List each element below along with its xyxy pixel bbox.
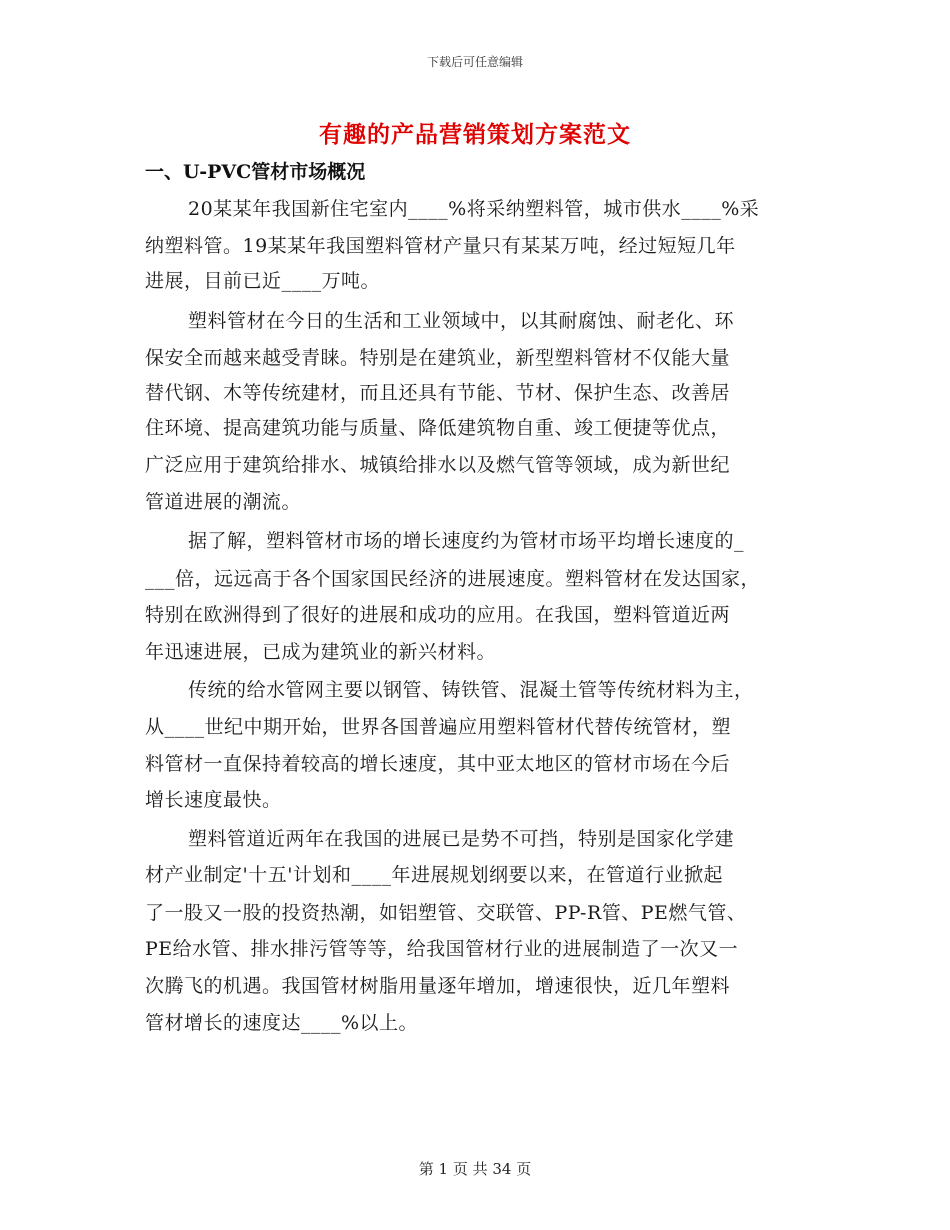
text-line: 纳塑料管。19某某年我国塑料管材产量只有某某万吨，经过短短几年 bbox=[145, 235, 736, 257]
text-line: 料管材一直保持着较高的增长速度，其中亚太地区的管材市场在今后 bbox=[145, 753, 731, 775]
text-line: 保安全而越来越受青睐。特别是在建筑业，新型塑料管材不仅能大量 bbox=[145, 347, 731, 369]
section-heading: 一、U-PVC管材市场概况 bbox=[145, 161, 366, 183]
text-line: 进展，目前已近____万吨。 bbox=[145, 270, 381, 292]
text-line: 塑料管材在今日的生活和工业领域中，以其耐腐蚀、耐老化、环 bbox=[188, 310, 735, 332]
text-line: 年迅速进展，已成为建筑业的新兴材料。 bbox=[145, 641, 497, 663]
text-line: 20某某年我国新住宅室内____%将采纳塑料管，城市供水____%采 bbox=[188, 198, 760, 220]
text-line: 替代钢、木等传统建材，而且还具有节能、节材、保护生态、改善居 bbox=[145, 382, 731, 404]
text-line: 特别在欧洲得到了很好的进展和成功的应用。在我国，塑料管道近两 bbox=[145, 604, 731, 626]
text-line: 管材增长的速度达____%以上。 bbox=[145, 1012, 419, 1034]
text-line: 据了解，塑料管材市场的增长速度约为管材市场平均增长速度的_ bbox=[188, 530, 745, 552]
text-line: 住环境、提高建筑功能与质量、降低建筑物自重、竣工便捷等优点， bbox=[145, 417, 731, 439]
text-line: 次腾飞的机遇。我国管材树脂用量逐年增加，增速很快，近几年塑料 bbox=[145, 975, 731, 997]
page-header: 下载后可任意编辑 bbox=[426, 55, 523, 69]
document-title: 有趣的产品营销策划方案范文 bbox=[319, 121, 631, 148]
page-number-footer: 第 1 页 共 34 页 bbox=[418, 1160, 532, 1178]
text-line: 传统的给水管网主要以钢管、铸铁管、混凝土管等传统材料为主， bbox=[188, 679, 754, 701]
text-line: 广泛应用于建筑给排水、城镇给排水以及燃气管等领域，成为新世纪 bbox=[145, 454, 731, 476]
text-line: 增长速度最快。 bbox=[145, 789, 282, 811]
text-line: 了一股又一股的投资热潮，如铝塑管、交联管、PP-R管、PE燃气管、 bbox=[145, 902, 747, 924]
text-line: 管道进展的潮流。 bbox=[145, 491, 302, 513]
text-line: PE给水管、排水排污管等等，给我国管材行业的进展制造了一次又一 bbox=[145, 938, 739, 960]
text-line: ___倍，远远高于各个国家国民经济的进展速度。塑料管材在发达国家， bbox=[145, 568, 761, 590]
text-line: 塑料管道近两年在我国的进展已是势不可挡，特别是国家化学建 bbox=[188, 828, 735, 850]
text-line: 材产业制定'十五'计划和____年进展规划纲要以来，在管道行业掀起 bbox=[145, 864, 723, 886]
text-line: 从____世纪中期开始，世界各国普遍应用塑料管材代替传统管材，塑 bbox=[145, 716, 732, 738]
